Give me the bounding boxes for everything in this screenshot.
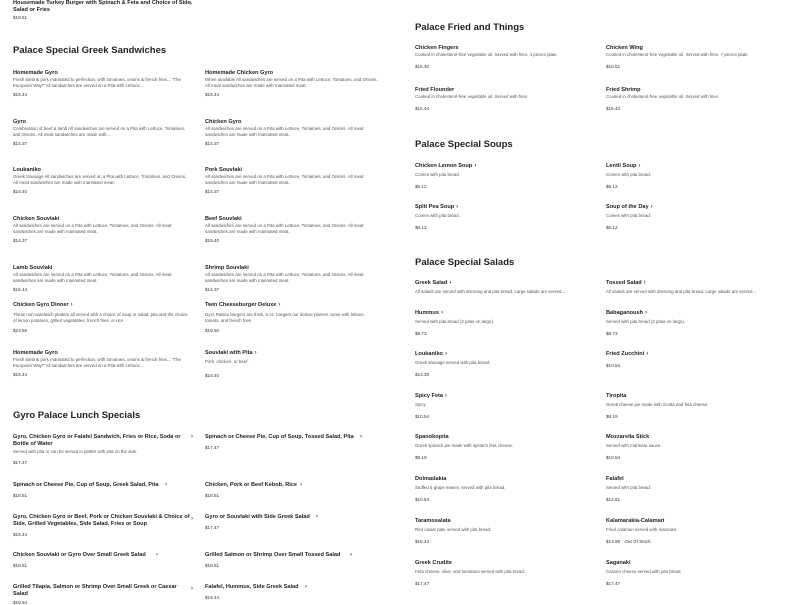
item-price: $23.66 [13,328,28,334]
chevron-right-icon[interactable]: › [191,434,193,440]
item-desc: All sandwiches are served on a Pita with Lettuce, Tomatoes, and Onions. All meat sandwiches are made with marinated meat. [205,174,364,185]
chevron-right-icon: › [638,163,641,169]
item-desc: Stuffed 6 grape leaves, served with pita bread. [415,485,506,490]
menu-item[interactable] [415,204,595,230]
item-price: $8.73 [415,330,427,336]
item-price: $18.51 [13,563,28,568]
menu-item[interactable] [205,434,370,450]
item-price: $8.73 [606,330,618,336]
item-price: $16.44 [415,538,430,544]
item-desc: Cooked in cholesterol-free vegetable oil. Served with fries. [606,94,720,99]
menu-item[interactable] [205,70,380,97]
item-desc: Gyro Palace burgers are thick, 6 oz. burgers our deluxe planers come with lettuce, tomato, and french fries [205,312,365,323]
item-name: Dolmadakia [415,476,447,482]
item-name: Fried Zucchini › [606,351,649,357]
chevron-right-icon[interactable]: › [191,516,193,522]
chevron-right-icon[interactable]: › [350,552,352,558]
item-name: Soup of the Day › [606,204,653,210]
item-desc: Cooked in cholesterol-free vegetable oil. Served with fries. 7 pieces plate. [606,52,749,57]
item-price: $15.44 [415,105,430,111]
item-price: $6.12 [606,224,618,230]
chevron-right-icon[interactable]: › [316,514,318,520]
item-desc: Greek Sausage All sandwiches are served on a Pita with Lettuce, Tomatoes, and Onions. All meat sandwiches are made with marinated meat. [13,174,187,185]
item-desc: Cooked in cholesterol-free vegetable oil. Served with fries. 4 pieces plate. [415,52,558,57]
item-name: Tiropita [606,393,627,399]
item-desc: All sandwiches are served on a Pita with Lettuce, Tomatoes, and Onions. All meat sandwiches are made with marinated meat. [205,223,364,234]
item-price: $17.47 [13,459,28,465]
chevron-right-icon: › [444,351,447,357]
chevron-right-icon: › [254,350,257,356]
item-desc: Comes with pita bread. [606,172,651,177]
section-title-lunch: Gyro Palace Lunch Specials [13,410,141,421]
item-price: $16.44 [13,532,28,537]
menu-item[interactable] [606,87,786,111]
item-price: $6.12 [415,183,427,189]
item-desc: Served with pita or can be served in platter with pita on the side. [13,449,138,454]
item-name: Loukaniko [13,167,41,173]
item-desc: Served with pita bread (2 pitas on large). [606,319,686,324]
menu-item[interactable] [415,163,595,189]
menu-item[interactable] [415,518,595,544]
menu-item[interactable] [606,351,786,368]
item-price: $15.40 [205,372,220,378]
chevron-right-icon: › [650,204,653,210]
menu-item[interactable] [415,280,595,295]
item-desc: Casseri cheese served with pita bread. [606,569,682,574]
item-price: $12.61 [606,496,621,502]
menu-item[interactable] [205,584,370,600]
item-price: $10.54 [606,454,621,460]
item-name: Homemade Gyro [13,70,58,76]
menu-item[interactable] [13,514,191,537]
menu-item[interactable] [205,514,370,530]
menu-item[interactable] [205,119,380,146]
menu-item[interactable] [606,204,786,230]
item-price: $14.37 [13,141,28,147]
item-price: $18.51 [606,63,621,69]
item-name: Hummus › [415,310,443,316]
item-name: Spinach or Cheese Pie, Cup of Soup, Tossed Salad, Pita [205,434,354,440]
item-name: Chicken Souvlaki [13,216,60,222]
menu-item[interactable] [606,310,786,336]
item-desc: These non-sandwich platters all served with a choice of soup or salad, pita and the choice of lemon potatoes, grilled vegetables, french fries, or rice [13,312,188,323]
item-desc: Fresh lamb & pork marinated to perfection, with tomatoes, onions & french fries... "The European Way!" All sandwiches are served on a Pita with Lettuce... [13,77,181,88]
item-name: Greek Salad › [415,280,452,286]
chevron-right-icon[interactable]: › [190,1,192,7]
item-name: Saganaki [606,560,631,566]
item-price: $6.12 [415,224,427,230]
chevron-right-icon[interactable]: › [360,434,362,440]
section-title-salads: Palace Special Salads [415,257,515,268]
item-desc: All salads are served with dressing and pita bread. Large salads are served... [415,289,566,294]
menu-item[interactable] [606,518,786,544]
item-name: Chicken Wing [606,45,643,51]
item-price: $13.39 [415,371,430,377]
item-name: Gyro, Chicken Gyro or Falafel Sandwich, Fries or Rice, Soda or Bottle of Water [13,434,181,447]
menu-item[interactable] [606,280,786,295]
menu-item[interactable] [415,310,595,336]
menu-item[interactable] [13,302,188,333]
out-of-stock-badge: Out Of Stock [624,538,651,544]
item-price: $14.37 [205,287,220,293]
item-name: Tossed Salad › [606,280,646,286]
menu-item[interactable] [606,476,786,502]
item-name: Lentil Soup › [606,163,641,169]
item-desc: All salads are served with dressing and pita bread. Large salads are served... [606,289,757,294]
menu-item[interactable] [415,434,595,460]
item-name: Split Pea Soup › [415,204,459,210]
section-title-sandwiches: Palace Special Greek Sandwiches [13,45,167,56]
item-name: Beef Souvlaki [205,216,242,222]
item-price: $15.40 [415,63,430,69]
item-name: Gyro [13,119,27,125]
chevron-right-icon: › [456,204,459,210]
menu-item[interactable] [205,216,380,243]
item-name: Grilled Salmon or Shrimp Over Small Tossed Salad [205,552,341,558]
item-name: Twin Cheeseburger Deluxe › [205,302,281,308]
menu-item[interactable] [415,45,595,69]
item-desc: Fried calamari served with marinara. [606,527,678,532]
item-name: Spinach or Cheese Pie, Cup of Soup, Greek Salad, Pita [13,482,159,488]
item-desc: All sandwiches are served on a Pita with Lettuce, Tomatoes, and Onions. All meat sandwiches are made with marinated meat. [205,126,364,137]
item-price: $14.37 [13,238,28,244]
menu-item-turkey-burger[interactable] [13,0,198,20]
chevron-right-icon: › [645,310,647,316]
item-desc: All sandwiches are served on a Pita with Lettuce, Tomatoes, and Onions. All meat sandwiches are made with marinated meat. [13,223,172,234]
item-name: Gyro or Souvlaki with Side Greek Salad [205,514,310,520]
menu-item[interactable] [13,350,188,377]
menu-item[interactable] [606,163,786,189]
menu-item[interactable] [13,265,188,292]
item-desc: Feta cheese, olive, and tomatoes served with pita bread. [415,569,526,574]
item-name: Kalamarakia-Calamari [606,518,665,524]
item-desc: Comes with pita bread. [606,213,651,218]
item-name: Taramosalata [415,518,451,524]
item-desc: Red caviar pate served with pita bread. [415,527,492,532]
chevron-right-icon[interactable]: › [300,482,302,488]
item-name: Chicken Fingers [415,45,459,51]
menu-item[interactable] [606,560,786,586]
item-price: $17.47 [415,580,430,586]
item-desc: Served with pita bread (2 pitas on large). [415,319,495,324]
item-price: $18.51 [13,15,28,20]
item-price: $17.47 [205,525,220,530]
item-price: $17.47 [606,580,621,586]
chevron-right-icon[interactable]: › [305,584,307,590]
item-price: $16.44 [13,372,28,378]
menu-item[interactable] [13,552,178,568]
menu-item[interactable] [205,552,370,568]
item-price: $16.44 [13,92,28,98]
item-name: Chicken Souvlaki or Gyro Over Small Greek Salad [13,552,146,558]
item-name: Shrimp Souvlaki [205,265,249,271]
item-name: Lamb Souvlaki [13,265,53,271]
item-name: Gyro, Chicken Gyro or Beef, Pork or Chicken Souvlaki & Choice of Side, Grilled Vegetables, Side Salad, Fries or Soup [13,514,190,527]
item-desc: Cooked in cholesterol-free vegetable oil. Served with fries. [415,94,529,99]
item-desc: Spicy [415,402,426,407]
item-desc: Greek sausage served with pita bread. [415,360,491,365]
item-name: Pork Souvlaki [205,167,242,173]
item-price: $14.37 [205,141,220,147]
item-desc: All sandwiches are served on a Pita with Lettuce, Tomatoes, and Onions. All meat sandwiches are made with marinated meat. [205,272,364,283]
item-desc: Served with pita bread. [606,485,651,490]
item-price: $16.44 [205,92,220,98]
menu-item[interactable] [13,434,191,465]
item-desc: Fresh lamb & pork marinated to perfection, with tomatoes, onions & french fries... "The European Way!" All sandwiches are served on a Pita with Lettuce... [13,357,181,368]
menu-item[interactable] [606,45,786,69]
item-name: Falafel, Hummus, Side Greek Salad [205,584,299,590]
chevron-right-icon: › [646,351,649,357]
item-price: $17.47 [205,445,220,450]
item-desc: Pork, chicken, or beef. [205,359,249,364]
menu-item[interactable] [13,482,178,498]
item-name: Grilled Tilapia, Salmon or Shrimp Over Small Greek or Caesar Salad [13,584,177,597]
item-name: Babaganoush › [606,310,647,316]
item-name: Mozzarella Stick [606,434,650,440]
item-name: Fried Flounder [415,87,455,93]
item-price: $10.54 [415,413,430,419]
item-name: Chicken, Pork or Beef Kebob, Rice [205,482,298,488]
item-price: $9.19 [415,454,427,460]
menu-item[interactable] [205,482,370,498]
item-price: $14.37 [205,189,220,195]
item-price: $15.40 [205,238,220,244]
chevron-right-icon: › [440,310,443,316]
item-price: $18.51 [205,563,220,568]
menu-item[interactable] [13,584,191,605]
menu-item[interactable] [415,87,595,111]
item-desc: Greek spinach pie made with spinach feta cheese. [415,443,514,448]
menu-item[interactable] [606,434,786,460]
item-price: $16.44 [205,595,220,600]
chevron-right-icon: › [643,280,646,286]
item-name: Housemade Turkey Burger with Spinach & Feta and Choice of Side Salad or Fries [13,0,191,13]
item-name: Homemade Chicken Gyro [205,70,274,76]
item-name: Falafel [606,476,624,482]
menu-item[interactable] [13,167,188,194]
item-name: Homemade Gyro [13,350,58,356]
chevron-right-icon: › [278,302,281,308]
item-price: $16.44 [13,287,28,293]
menu-item[interactable] [415,560,595,586]
menu-item[interactable] [205,302,380,333]
item-name: Chicken Gyro Dinner › [13,302,73,308]
item-price: $18.51 [205,493,220,498]
item-desc: Comes with pita bread. [415,172,460,177]
chevron-right-icon[interactable]: › [156,552,158,558]
item-price: $19.54 [13,600,28,605]
menu-item[interactable] [13,216,188,243]
item-name: Fried Shrimp [606,87,641,93]
item-name: Chicken Lemon Soup › [415,163,477,169]
menu-item[interactable] [205,167,380,194]
item-desc: Comes with pita bread. [415,213,460,218]
item-name: Loukaniko › [415,351,447,357]
chevron-right-icon: › [474,163,477,169]
section-title-fried: Palace Fried and Things [415,22,525,33]
item-price: $10.54 [415,496,430,502]
section-title-soups: Palace Special Soups [415,139,513,150]
chevron-right-icon[interactable]: › [165,482,167,488]
menu-item[interactable] [205,350,380,378]
menu-item[interactable] [13,70,188,97]
item-name: Spanokopita [415,434,449,440]
item-price: $19.60 [205,328,220,334]
item-price: $10.54 [606,363,621,368]
item-price: $15.40 [13,189,28,195]
item-desc: Greek cheese pie made with ricotta and feta cheese. [606,402,709,407]
menu-item[interactable] [13,119,188,146]
chevron-right-icon: › [70,302,73,308]
item-name: Greek Crudite [415,560,452,566]
item-desc: Served with marinara sauce. [606,443,662,448]
menu-item[interactable] [205,265,380,292]
item-name: Souvlaki with Pita › [205,350,257,356]
menu-item[interactable] [415,393,595,419]
item-price: $6.12 [606,183,618,189]
item-desc: When available All sandwiches are served on a Pita with Lettuce, Tomatoes, and Onions. All meat sandwiches are made with marinated meat. [205,77,378,88]
chevron-right-icon: › [444,393,447,399]
menu-item[interactable] [415,351,595,377]
item-desc: All sandwiches are served on a Pita with Lettuce, Tomatoes, and Onions. All meat sandwiches are made with marinated meat. [13,272,172,283]
menu-item[interactable] [606,393,786,419]
item-price: $18.51 [13,493,28,498]
menu-item[interactable] [415,476,595,502]
item-desc: Combination of beef & lamb All sandwiches are served on a Pita with Lettuce, Tomatoes, and Onions. All meat sandwiches are made with... [13,126,185,137]
item-price: $15.44 [606,105,621,111]
chevron-right-icon[interactable]: › [191,586,193,592]
item-price: $13.95 Out Of Stock [606,538,651,544]
item-name: Spicy Feta › [415,393,447,399]
item-name: Chicken Gyro [205,119,242,125]
chevron-right-icon: › [449,280,452,286]
item-price: $9.19 [606,413,618,419]
